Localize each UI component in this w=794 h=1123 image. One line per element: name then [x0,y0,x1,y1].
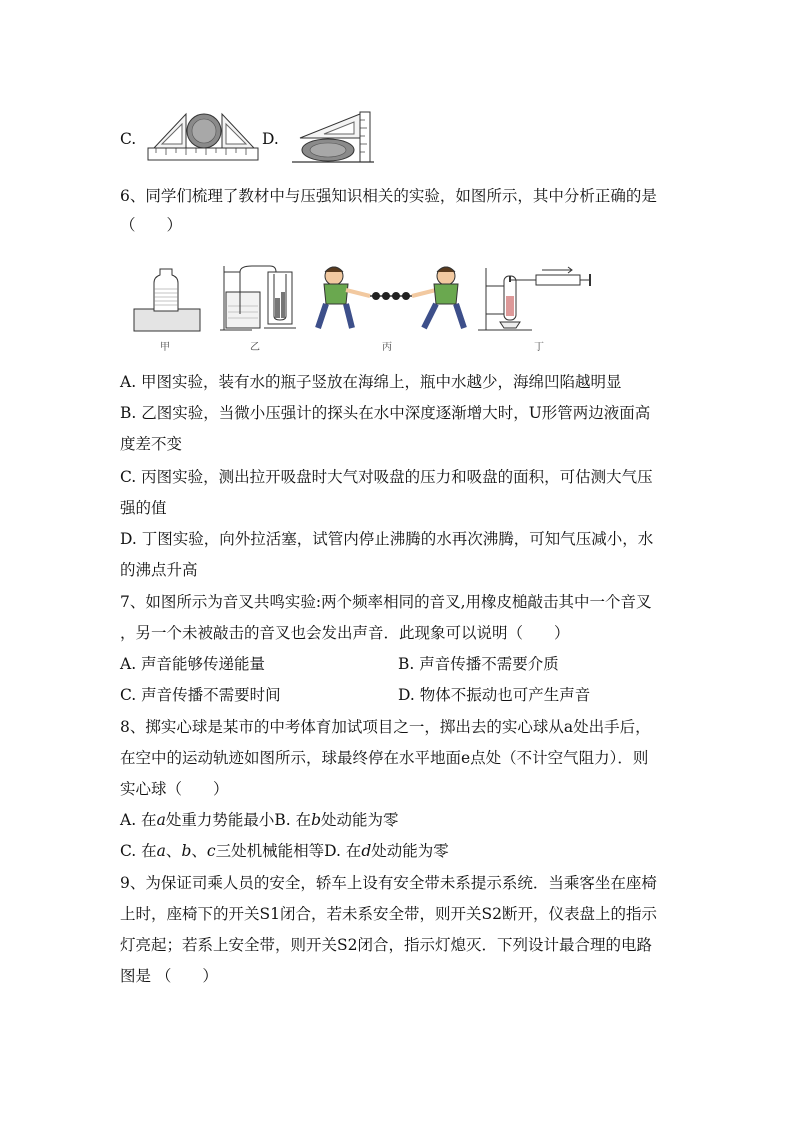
q7-option-d: D. 物体不振动也可产生声音 [398,686,591,704]
caption-bing: 丙 [382,342,392,353]
q7-option-c: C. 声音传播不需要时间 [120,686,281,704]
q7-stem-line1: 7、如图所示为音叉共鸣实验:两个频率相同的音叉,用橡皮槌敲击其中一个音叉 [120,593,652,611]
suction-cup-tug-figure [312,262,470,334]
q6-stem-line1: 6、同学们梳理了教材中与压强知识相关的实验，如图所示，其中分析正确的是 [120,187,657,205]
q9-stem-line1: 9、为保证司乘人员的安全，轿车上设有安全带未系提示系统．当乘客坐在座椅 [120,874,657,892]
q6-option-b-line1: B. 乙图实验，当微小压强计的探头在水中深度逐渐增大时，U形管两边液面高 [120,404,651,422]
bottle-on-sponge-figure [132,265,202,335]
q7-stem-line2: ，另一个未被敲击的音叉也会发出声音．此现象可以说明（ ） [120,624,570,642]
ruler-triangle-figure-d [290,110,376,166]
q6-stem-line2: （ ） [120,216,183,234]
q7-option-b: B. 声音传播不需要介质 [398,655,559,673]
caption-yi: 乙 [250,342,260,353]
q6-option-c-line2: 强的值 [120,499,167,517]
q7-option-a: A. 声音能够传递能量 [120,655,266,673]
caption-ding: 丁 [534,342,544,353]
q8-stem-line2: 在空中的运动轨迹如图所示，球最终停在水平地面e点处（不计空气阻力）．则 [120,749,649,767]
option-c-label: C. [120,130,137,148]
q8-stem-line3: 实心球（ ） [120,780,229,798]
q9-stem-line4: 图是 （ ） [120,967,218,985]
q8-options-ab: A. 在a处重力势能最小B. 在b处动能为零 [120,811,399,829]
ruler-triangles-figure-c [146,112,262,164]
q9-stem-line2: 上时，座椅下的开关S1闭合，若未系安全带，则开关S2断开，仪表盘上的指示 [120,905,657,923]
q6-option-b-line2: 度差不变 [120,435,183,453]
option-d-label: D. [262,130,279,148]
q6-option-d-line2: 的沸点升高 [120,561,198,579]
syringe-boiling-figure [476,262,596,334]
q8-options-cd: C. 在a、b、c三处机械能相等D. 在d处动能为零 [120,842,449,860]
q6-option-c-line1: C. 丙图实验，测出拉开吸盘时大气对吸盘的压力和吸盘的面积，可估测大气压 [120,468,653,486]
caption-jia: 甲 [160,342,170,353]
pressure-gauge-figure [218,262,298,334]
q8-stem-line1: 8、掷实心球是某市的中考体育加试项目之一，掷出去的实心球从a处出手后， [120,718,651,736]
q6-option-d-line1: D. 丁图实验，向外拉活塞，试管内停止沸腾的水再次沸腾，可知气压减小，水 [120,530,654,548]
q6-option-a: A. 甲图实验，装有水的瓶子竖放在海绵上，瓶中水越少，海绵凹陷越明显 [120,373,622,391]
q9-stem-line3: 灯亮起；若系上安全带，则开关S2闭合，指示灯熄灭．下列设计最合理的电路 [120,936,652,954]
